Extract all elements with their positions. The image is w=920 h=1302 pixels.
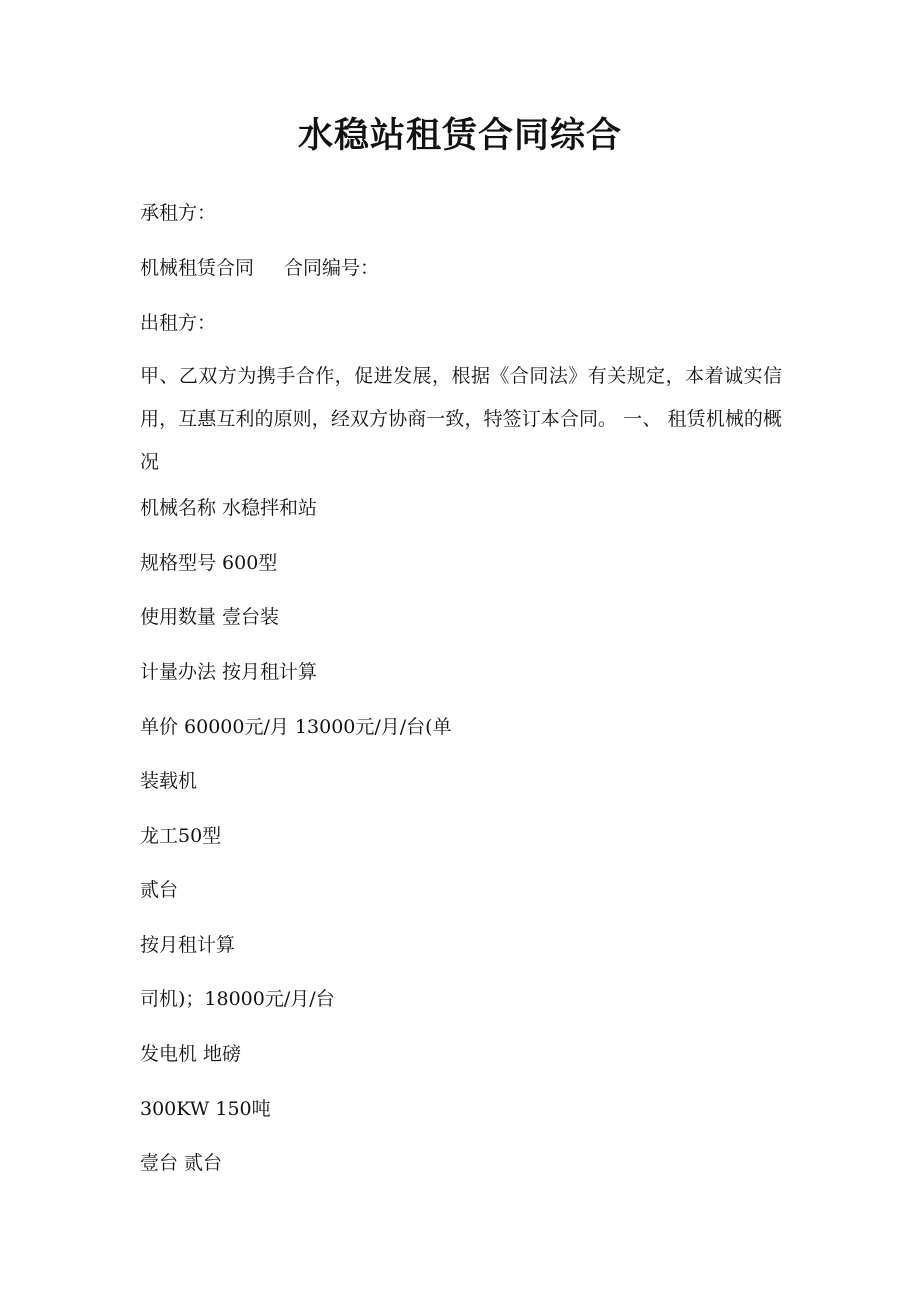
equipment-line: 300KW 150吨: [140, 1098, 271, 1120]
equipment-line: 司机)；18000元/月/台: [140, 988, 335, 1010]
equipment-line: 机械名称 水稳拌和站: [140, 497, 318, 519]
equipment-line: 龙工50型: [140, 825, 222, 847]
lessor-label: 出租方：: [140, 312, 217, 334]
equipment-line: 装载机: [140, 770, 198, 792]
document-title: 水稳站租赁合同综合: [297, 115, 622, 156]
equipment-line: 按月租计算: [140, 934, 236, 956]
contract-header-line: [140, 254, 785, 282]
contract-number-label: 合同编号：: [284, 257, 380, 279]
intro-paragraph: 甲、乙双方为携手合作，促进发展，根据《合同法》有关规定，本着诚实信用，互惠互利的原则，经双方协商一致，特签订本合同。 一、 租赁机械的概况: [140, 365, 782, 473]
lessee-label: 承租方：: [140, 202, 217, 224]
equipment-line: 壹台 贰台: [140, 1152, 223, 1174]
equipment-line: 发电机 地磅: [140, 1043, 242, 1065]
equipment-line: 计量办法 按月租计算: [140, 661, 318, 683]
equipment-line: 贰台: [140, 879, 179, 901]
equipment-line: 使用数量 壹台装: [140, 606, 280, 628]
equipment-line: 单价 60000元/月 13000元/月/台(单: [140, 716, 452, 738]
contract-type: 机械租赁合同: [140, 257, 255, 279]
equipment-line: 规格型号 600型: [140, 552, 278, 574]
